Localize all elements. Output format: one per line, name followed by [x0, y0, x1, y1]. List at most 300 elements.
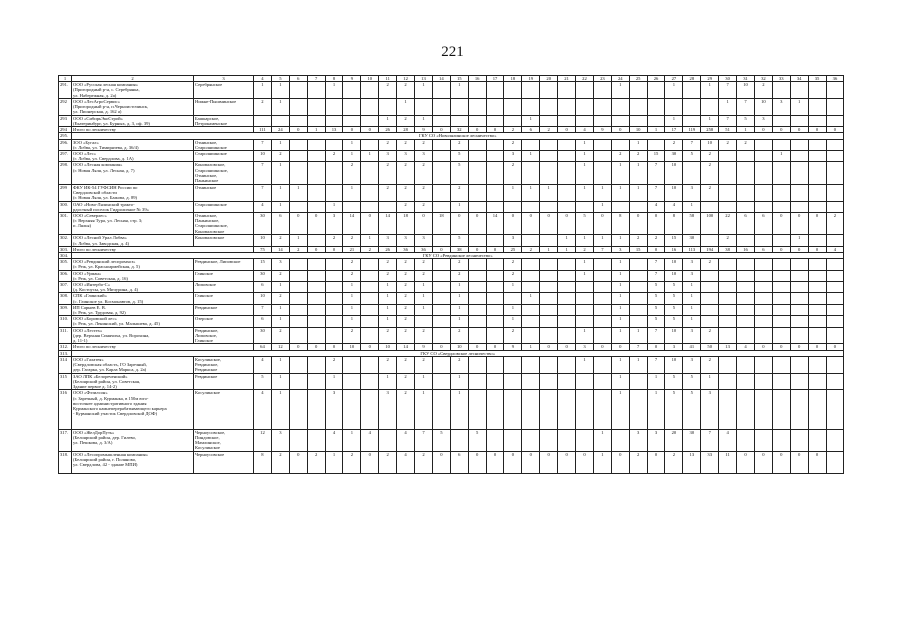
value-cell: [325, 184, 343, 201]
column-header-6: 6: [289, 76, 307, 82]
column-header-18: 18: [504, 76, 522, 82]
value-cell: 1: [379, 373, 397, 390]
value-cell: [540, 316, 558, 327]
value-cell: [307, 316, 325, 327]
value-cell: [808, 293, 826, 304]
value-cell: [432, 184, 450, 201]
value-cell: [593, 316, 611, 327]
value-cell: 30: [254, 327, 272, 344]
value-cell: 3: [379, 390, 397, 429]
value-cell: [629, 316, 647, 327]
value-cell: [593, 99, 611, 116]
value-cell: 2: [397, 293, 415, 304]
value-cell: 1: [397, 99, 415, 116]
value-cell: [307, 201, 325, 212]
value-cell: [737, 201, 755, 212]
total-value: 0: [790, 344, 808, 350]
value-cell: [307, 327, 325, 344]
value-cell: 0: [790, 452, 808, 474]
column-header-9: 9: [343, 76, 361, 82]
value-cell: 3: [271, 259, 289, 270]
total-value: 1: [540, 246, 558, 252]
value-cell: [486, 115, 504, 126]
value-cell: [468, 373, 486, 390]
value-cell: [683, 115, 701, 126]
organization-name: ООО «Интербо-С» (д. Костоусы, ул. Мичурина, д. 4): [72, 282, 194, 293]
value-cell: 2: [379, 356, 397, 373]
value-cell: 7: [254, 184, 272, 201]
value-cell: [790, 293, 808, 304]
value-cell: 3: [415, 235, 433, 246]
total-value: 0: [540, 344, 558, 350]
value-cell: [540, 201, 558, 212]
value-cell: 2: [826, 213, 844, 235]
value-cell: 5: [683, 373, 701, 390]
value-cell: [361, 282, 379, 293]
value-cell: [719, 373, 737, 390]
value-cell: [719, 270, 737, 281]
value-cell: 1: [611, 356, 629, 373]
row-number: 301.: [59, 213, 72, 235]
value-cell: [826, 235, 844, 246]
table-row: [59, 452, 844, 474]
total-value: 0: [808, 344, 826, 350]
value-cell: 1: [629, 139, 647, 150]
value-cell: [504, 99, 522, 116]
value-cell: 2: [415, 327, 433, 344]
row-number: 295.: [59, 133, 72, 139]
total-value: 9: [415, 127, 433, 133]
value-cell: [826, 82, 844, 99]
total-value: 0: [593, 344, 611, 350]
value-cell: 10: [754, 99, 772, 116]
value-cell: [826, 184, 844, 201]
forest-district: Черноусовское, Пиндовское, Мамлинское, Косулинское: [194, 429, 254, 451]
value-cell: [343, 201, 361, 212]
value-cell: [540, 82, 558, 99]
column-header-25: 25: [629, 76, 647, 82]
value-cell: [772, 316, 790, 327]
value-cell: 0: [611, 452, 629, 474]
value-cell: 1: [271, 356, 289, 373]
value-cell: [772, 429, 790, 451]
value-cell: 10: [665, 270, 683, 281]
value-cell: [522, 373, 540, 390]
value-cell: 7: [254, 162, 272, 184]
total-value: 0: [343, 127, 361, 133]
value-cell: 4: [719, 429, 737, 451]
value-cell: [325, 162, 343, 184]
column-header-11: 11: [379, 76, 397, 82]
organization-name: ООО «Галатея» (Свердловская область, ГО Заречный, дер. Гагарка, ул. Карла Маркса, д. 2а): [72, 356, 194, 373]
total-value: 0: [808, 127, 826, 133]
value-cell: [468, 82, 486, 99]
column-header-1: 1: [59, 76, 72, 82]
value-cell: [754, 429, 772, 451]
value-cell: 1: [271, 282, 289, 293]
value-cell: [289, 139, 307, 150]
value-cell: 5: [737, 115, 755, 126]
table-row: [59, 390, 844, 429]
value-cell: 1: [271, 390, 289, 429]
value-cell: [808, 429, 826, 451]
value-cell: 1: [629, 327, 647, 344]
value-cell: [629, 99, 647, 116]
value-cell: [540, 282, 558, 293]
value-cell: 1: [415, 390, 433, 429]
value-cell: [629, 115, 647, 126]
value-cell: [611, 115, 629, 126]
total-value: 36: [415, 246, 433, 252]
value-cell: 7: [647, 270, 665, 281]
value-cell: 0: [808, 452, 826, 474]
value-cell: 3: [379, 235, 397, 246]
value-cell: [432, 151, 450, 162]
value-cell: [271, 115, 289, 126]
value-cell: 2: [701, 162, 719, 184]
value-cell: 1: [701, 373, 719, 390]
table-row: [59, 184, 844, 201]
value-cell: 10: [665, 184, 683, 201]
value-cell: [790, 304, 808, 315]
total-value: 6: [754, 246, 772, 252]
value-cell: 1: [379, 316, 397, 327]
value-cell: [325, 99, 343, 116]
total-value: 15: [629, 246, 647, 252]
total-value: 0: [325, 344, 343, 350]
column-header-14: 14: [432, 76, 450, 82]
value-cell: [540, 293, 558, 304]
value-cell: 0: [540, 213, 558, 235]
value-cell: [808, 139, 826, 150]
value-cell: [772, 162, 790, 184]
total-value: 0: [826, 344, 844, 350]
value-cell: 10: [701, 139, 719, 150]
value-cell: [307, 139, 325, 150]
value-cell: [432, 293, 450, 304]
value-cell: [737, 162, 755, 184]
value-cell: [558, 259, 576, 270]
value-cell: 2: [415, 201, 433, 212]
value-cell: 6: [450, 452, 468, 474]
value-cell: [486, 184, 504, 201]
value-cell: [754, 293, 772, 304]
table-row: [59, 282, 844, 293]
value-cell: 1: [450, 373, 468, 390]
value-cell: [808, 373, 826, 390]
value-cell: [325, 293, 343, 304]
value-cell: 2: [397, 82, 415, 99]
value-cell: [415, 99, 433, 116]
value-cell: 1: [254, 82, 272, 99]
total-value: 0: [361, 344, 379, 350]
table-row: [59, 429, 844, 451]
value-cell: [468, 115, 486, 126]
value-cell: 1: [325, 373, 343, 390]
value-cell: [629, 270, 647, 281]
value-cell: 2: [504, 327, 522, 344]
value-cell: 1: [325, 201, 343, 212]
value-cell: 5: [576, 213, 594, 235]
value-cell: 1: [271, 162, 289, 184]
value-cell: [808, 259, 826, 270]
value-cell: [307, 429, 325, 451]
total-value: 1: [307, 127, 325, 133]
row-number: 292: [59, 99, 72, 116]
value-cell: [468, 201, 486, 212]
value-cell: 1: [343, 316, 361, 327]
value-cell: [307, 235, 325, 246]
total-value: 4: [826, 246, 844, 252]
value-cell: 5: [450, 162, 468, 184]
value-cell: [683, 99, 701, 116]
value-cell: 1: [379, 115, 397, 126]
value-cell: 1: [504, 316, 522, 327]
value-cell: [826, 293, 844, 304]
value-cell: 1: [522, 184, 540, 201]
value-cell: [754, 201, 772, 212]
total-value: 2: [540, 127, 558, 133]
value-cell: [808, 316, 826, 327]
value-cell: [486, 235, 504, 246]
value-cell: 2: [379, 259, 397, 270]
value-cell: [737, 390, 755, 429]
value-cell: 2: [629, 151, 647, 162]
value-cell: [826, 327, 844, 344]
value-cell: 0: [522, 452, 540, 474]
value-cell: 11: [719, 452, 737, 474]
value-cell: [737, 304, 755, 315]
column-header-12: 12: [397, 76, 415, 82]
total-value: 0: [432, 127, 450, 133]
forest-district: Коноваловское, Староляпинское, Отнинское, Паньинское: [194, 162, 254, 184]
value-cell: [289, 82, 307, 99]
value-cell: [629, 201, 647, 212]
value-cell: 1: [343, 282, 361, 293]
value-cell: 1: [450, 282, 468, 293]
row-number: 293: [59, 115, 72, 126]
value-cell: 0: [647, 452, 665, 474]
column-header-17: 17: [486, 76, 504, 82]
value-cell: [325, 115, 343, 126]
column-header-33: 33: [772, 76, 790, 82]
value-cell: [307, 115, 325, 126]
value-cell: 2: [397, 139, 415, 150]
value-cell: 2: [504, 270, 522, 281]
value-cell: 6: [254, 316, 272, 327]
value-cell: [558, 201, 576, 212]
value-cell: [790, 151, 808, 162]
value-cell: [325, 327, 343, 344]
total-label: Итого по лесничеству: [72, 127, 254, 133]
value-cell: 1: [504, 304, 522, 315]
row-number: 310.: [59, 316, 72, 327]
value-cell: 1: [415, 115, 433, 126]
value-cell: [307, 373, 325, 390]
value-cell: 1: [343, 304, 361, 315]
value-cell: [808, 390, 826, 429]
total-value: 25: [504, 246, 522, 252]
value-cell: [826, 282, 844, 293]
value-cell: 1: [593, 452, 611, 474]
value-cell: [576, 390, 594, 429]
value-cell: 2: [254, 99, 272, 116]
value-cell: [343, 356, 361, 373]
value-cell: [558, 293, 576, 304]
value-cell: 1: [576, 162, 594, 184]
value-cell: 2: [665, 139, 683, 150]
section-title: ГКУ СО «Свердловское лесничество»: [72, 350, 844, 356]
value-cell: 10: [737, 82, 755, 99]
row-number: 315: [59, 373, 72, 390]
total-value: 14: [271, 246, 289, 252]
value-cell: [808, 151, 826, 162]
value-cell: 5: [665, 293, 683, 304]
total-value: 51: [719, 127, 737, 133]
value-cell: [683, 162, 701, 184]
value-cell: [504, 356, 522, 373]
value-cell: [826, 373, 844, 390]
value-cell: 0: [468, 213, 486, 235]
column-header-3: 3: [194, 76, 254, 82]
value-cell: [558, 139, 576, 150]
value-cell: 6: [254, 282, 272, 293]
row-number: 312.: [59, 344, 72, 350]
value-cell: 3: [397, 235, 415, 246]
value-cell: 14: [379, 213, 397, 235]
value-cell: 6: [271, 213, 289, 235]
value-cell: [432, 304, 450, 315]
value-cell: 2: [719, 235, 737, 246]
value-cell: [289, 282, 307, 293]
total-value: 4: [576, 127, 594, 133]
value-cell: 2: [701, 259, 719, 270]
value-cell: [719, 316, 737, 327]
row-number: 299: [59, 184, 72, 201]
value-cell: [754, 390, 772, 429]
value-cell: [719, 151, 737, 162]
value-cell: [611, 429, 629, 451]
value-cell: [701, 316, 719, 327]
value-cell: [701, 99, 719, 116]
value-cell: 1: [415, 82, 433, 99]
value-cell: [325, 282, 343, 293]
value-cell: 0: [540, 452, 558, 474]
value-cell: [808, 201, 826, 212]
value-cell: [486, 390, 504, 429]
value-cell: [593, 373, 611, 390]
total-label: Итого по лесничеству: [72, 344, 254, 350]
value-cell: 1: [271, 82, 289, 99]
row-number: 300.: [59, 201, 72, 212]
value-cell: 3: [683, 356, 701, 373]
value-cell: [343, 82, 361, 99]
value-cell: 3: [271, 429, 289, 451]
value-cell: [432, 235, 450, 246]
value-cell: [307, 259, 325, 270]
value-cell: 2: [504, 162, 522, 184]
value-cell: 13: [683, 452, 701, 474]
total-value: 7: [593, 246, 611, 252]
value-cell: 8: [254, 452, 272, 474]
value-cell: 6: [754, 213, 772, 235]
value-cell: 2: [611, 151, 629, 162]
total-value: 0: [611, 127, 629, 133]
value-cell: 18: [397, 213, 415, 235]
value-cell: 2: [397, 184, 415, 201]
table-row: [59, 356, 844, 373]
row-number: 291.: [59, 82, 72, 99]
value-cell: [540, 327, 558, 344]
value-cell: 2: [325, 356, 343, 373]
value-cell: 0: [772, 213, 790, 235]
value-cell: [790, 390, 808, 429]
value-cell: [379, 99, 397, 116]
value-cell: 7: [647, 327, 665, 344]
forest-district: Башкарское, Петрокаменское: [194, 115, 254, 126]
value-cell: [558, 390, 576, 429]
value-cell: 1: [271, 99, 289, 116]
value-cell: [540, 373, 558, 390]
value-cell: [611, 201, 629, 212]
value-cell: 1: [683, 293, 701, 304]
value-cell: [772, 304, 790, 315]
value-cell: 2: [397, 373, 415, 390]
value-cell: 1: [450, 316, 468, 327]
value-cell: 2: [415, 259, 433, 270]
column-header-20: 20: [540, 76, 558, 82]
value-cell: [772, 139, 790, 150]
value-cell: [701, 304, 719, 315]
value-cell: [540, 304, 558, 315]
total-value: 0: [486, 127, 504, 133]
total-value: 0: [468, 344, 486, 350]
value-cell: 1: [343, 184, 361, 201]
forest-district: Глинское: [194, 293, 254, 304]
value-cell: [772, 201, 790, 212]
value-cell: 5: [665, 390, 683, 429]
total-value: 13: [719, 344, 737, 350]
value-cell: [593, 304, 611, 315]
value-cell: [701, 201, 719, 212]
value-cell: [361, 115, 379, 126]
value-cell: [289, 99, 307, 116]
value-cell: [629, 259, 647, 270]
value-cell: [289, 356, 307, 373]
value-cell: [450, 429, 468, 451]
value-cell: 1: [522, 151, 540, 162]
value-cell: 33: [701, 452, 719, 474]
value-cell: [540, 115, 558, 126]
total-value: 3: [576, 344, 594, 350]
table-row: [59, 304, 844, 315]
value-cell: 15: [665, 235, 683, 246]
value-cell: 1: [683, 201, 701, 212]
value-cell: 7: [415, 429, 433, 451]
value-cell: [790, 82, 808, 99]
value-cell: 1: [558, 235, 576, 246]
total-value: 0: [772, 344, 790, 350]
value-cell: 2: [754, 82, 772, 99]
value-cell: [558, 99, 576, 116]
value-cell: 2: [271, 327, 289, 344]
value-cell: 1: [504, 184, 522, 201]
column-header-36: 36: [826, 76, 844, 82]
row-number: 306.: [59, 270, 72, 281]
value-cell: 0: [808, 213, 826, 235]
value-cell: 2: [397, 304, 415, 315]
organization-name: ЗОО «Бугал» (г. Лобва, ул. Тимирязева, д. 36/4): [72, 139, 194, 150]
